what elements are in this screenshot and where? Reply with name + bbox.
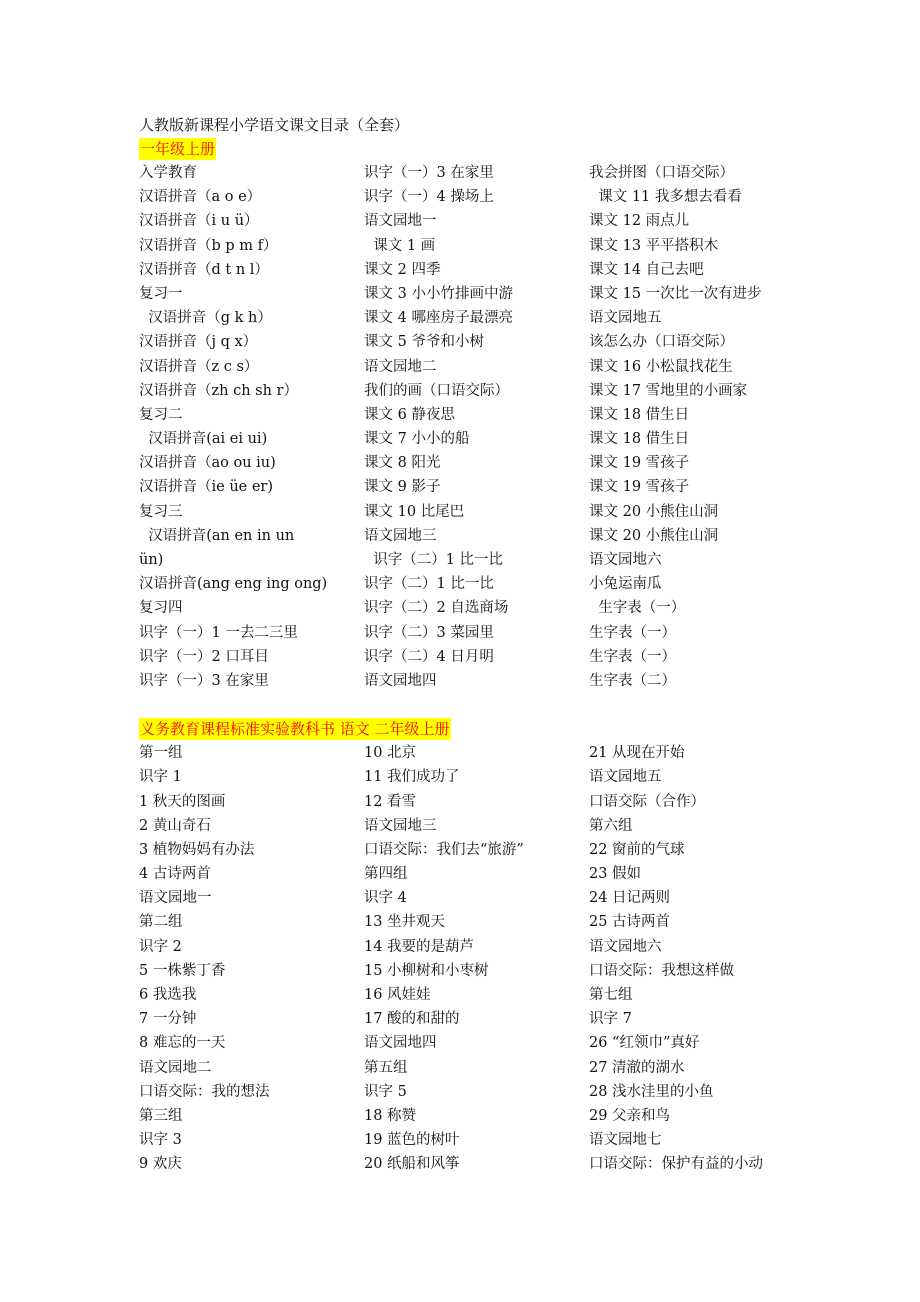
toc-item: 语文园地五 — [589, 769, 662, 786]
toc-item: 10 北京 — [364, 745, 417, 762]
section-gap — [139, 693, 839, 717]
toc-item: 23 假如 — [589, 866, 642, 883]
toc-item: 第六组 — [589, 817, 633, 834]
toc-item: 语文园地一 — [139, 890, 212, 907]
toc-item: 课文 16 小松鼠找花生 — [589, 358, 733, 375]
toc-item: 6 我选我 — [139, 987, 197, 1003]
toc-item: 复习二 — [139, 406, 183, 423]
toc-item: 15 小柳树和小枣树 — [364, 962, 489, 979]
toc-item: 识字 3 — [139, 1132, 182, 1149]
toc-item: 口语交际：我的想法 — [139, 1083, 270, 1100]
toc-columns — [139, 741, 839, 1176]
toc-item: 识字（二）2 自选商场 — [364, 600, 509, 617]
toc-column-2 — [364, 741, 589, 1176]
toc-item: ün) — [139, 552, 164, 568]
toc-item: 第七组 — [589, 987, 633, 1003]
toc-item: 我会拼图（口语交际） — [589, 165, 734, 181]
toc-item: 口语交际：我想这样做 — [589, 962, 734, 979]
section-heading: 义务教育课程标准实验教科书 语文 二年级上册 — [140, 720, 450, 739]
toc-item: 汉语拼音（j q x） — [139, 334, 258, 351]
toc-item: 18 称赞 — [364, 1107, 417, 1124]
toc-item: 口语交际（合作） — [589, 793, 705, 810]
toc-item: 语文园地六 — [589, 552, 662, 568]
toc-item: 识字 5 — [364, 1083, 407, 1100]
toc-item: 27 清澈的湖水 — [589, 1059, 685, 1076]
toc-item: 识字（一）4 操场上 — [364, 189, 494, 206]
toc-item: 3 植物妈妈有办法 — [139, 841, 255, 858]
toc-item: 课文 19 雪孩子 — [589, 479, 690, 496]
toc-item: 课文 11 我多想去看看 — [589, 189, 742, 206]
toc-item: 11 我们成功了 — [364, 769, 460, 786]
toc-item: 识字（一）2 口耳目 — [139, 648, 269, 665]
toc-item: 汉语拼音（z c s） — [139, 358, 259, 375]
toc-item: 汉语拼音（b p m f） — [139, 237, 278, 254]
toc-item: 识字（二）1 比一比 — [364, 576, 494, 593]
toc-item: 13 坐井观天 — [364, 914, 446, 931]
toc-item: 语文园地五 — [589, 310, 662, 327]
toc-item: 复习三 — [139, 503, 183, 520]
toc-item: 复习一 — [139, 285, 183, 302]
document-title: 人教版新课程小学语文课文目录（全套） — [139, 116, 410, 134]
toc-item: 25 古诗两首 — [589, 914, 671, 931]
toc-item: 7 一分钟 — [139, 1011, 197, 1028]
toc-item: 5 一株紫丁香 — [139, 962, 226, 979]
toc-item: 生字表（二） — [589, 672, 676, 689]
toc-item: 汉语拼音（a o e） — [139, 189, 262, 206]
toc-item: 语文园地四 — [364, 672, 437, 689]
toc-item: 课文 8 阳光 — [364, 455, 441, 472]
toc-item: 第二组 — [139, 914, 183, 931]
toc-item: 复习四 — [139, 600, 183, 617]
toc-item: 语文园地四 — [364, 1035, 437, 1052]
toc-item: 识字（一）1 一去二三里 — [139, 624, 298, 641]
toc-item: 26 “红领巾”真好 — [589, 1035, 700, 1052]
document-page — [139, 113, 839, 1177]
toc-item: 第五组 — [364, 1059, 408, 1076]
toc-item: 课文 13 平平搭积木 — [589, 237, 719, 254]
toc-item: 语文园地七 — [589, 1132, 662, 1149]
toc-item: 识字 7 — [589, 1011, 632, 1028]
toc-item: 生字表（一） — [589, 648, 676, 665]
toc-item: 汉语拼音（zh ch sh r） — [139, 382, 298, 399]
toc-item: 语文园地三 — [364, 527, 437, 544]
toc-item: 汉语拼音(ang eng ing ong) — [139, 576, 328, 593]
toc-item: 24 日记两则 — [589, 890, 671, 907]
toc-item: 语文园地一 — [364, 213, 437, 230]
toc-item: 17 酸的和甜的 — [364, 1011, 460, 1028]
toc-item: 识字（一）3 在家里 — [364, 165, 494, 181]
toc-item: 小兔运南瓜 — [589, 576, 662, 593]
toc-item: 课文 9 影子 — [364, 479, 441, 496]
toc-item: 我们的画（口语交际） — [364, 382, 509, 399]
sections — [139, 137, 839, 1177]
toc-item: 识字 2 — [139, 938, 182, 955]
toc-item: 课文 19 雪孩子 — [589, 455, 690, 472]
toc-item: 课文 6 静夜思 — [364, 406, 455, 423]
toc-item: 16 风娃娃 — [364, 987, 431, 1003]
toc-item: 生字表（一） — [589, 600, 686, 617]
toc-item: 12 看雪 — [364, 793, 417, 810]
toc-item: 29 父亲和鸟 — [589, 1107, 671, 1124]
toc-item: 入学教育 — [139, 165, 197, 181]
section-heading: 一年级上册 — [140, 140, 216, 158]
toc-item: 第四组 — [364, 866, 408, 883]
toc-column-3 — [589, 161, 829, 693]
toc-item: 口语交际：我们去“旅游” — [364, 841, 524, 858]
section-heading-row — [139, 137, 839, 161]
toc-item: 课文 18 借生日 — [589, 431, 690, 448]
toc-item: 汉语拼音（i u ü） — [139, 213, 259, 230]
section-heading-row — [139, 717, 839, 741]
toc-item: 第三组 — [139, 1107, 183, 1124]
toc-item: 19 蓝色的树叶 — [364, 1132, 460, 1149]
toc-item: 21 从现在开始 — [589, 745, 685, 762]
toc-item: 课文 7 小小的船 — [364, 431, 470, 448]
toc-item: 识字（二）4 日月明 — [364, 648, 494, 665]
toc-item: 识字（二）3 菜园里 — [364, 624, 494, 641]
toc-item: 生字表（一） — [589, 624, 676, 641]
toc-item: 9 欢庆 — [139, 1156, 182, 1173]
toc-item: 课文 5 爷爷和小树 — [364, 334, 484, 351]
toc-item: 汉语拼音(ai ei ui) — [139, 431, 268, 448]
toc-columns — [139, 161, 839, 693]
toc-column-1 — [139, 741, 364, 1176]
toc-item: 课文 3 小小竹排画中游 — [364, 285, 513, 302]
toc-item: 课文 1 画 — [364, 237, 436, 254]
toc-item: 课文 10 比尾巴 — [364, 503, 465, 520]
toc-item: 课文 17 雪地里的小画家 — [589, 382, 748, 399]
toc-item: 课文 2 四季 — [364, 261, 441, 278]
toc-item: 语文园地三 — [364, 817, 437, 834]
toc-item: 4 古诗两首 — [139, 866, 211, 883]
toc-item: 汉语拼音（ao ou iu) — [139, 455, 276, 472]
toc-item: 汉语拼音（ie üe er) — [139, 479, 274, 496]
toc-item: 14 我要的是葫芦 — [364, 938, 475, 955]
toc-column-2 — [364, 161, 589, 693]
toc-column-1 — [139, 161, 364, 693]
toc-item: 20 纸船和风筝 — [364, 1156, 460, 1173]
toc-item: 28 浅水洼里的小鱼 — [589, 1083, 714, 1100]
toc-item: 课文 4 哪座房子最漂亮 — [364, 310, 513, 327]
toc-column-3 — [589, 741, 829, 1176]
toc-item: 识字（一）3 在家里 — [139, 672, 269, 689]
toc-item: 22 窗前的气球 — [589, 841, 685, 858]
toc-item: 口语交际：保护有益的小动 — [589, 1156, 763, 1173]
toc-item: 1 秋天的图画 — [139, 793, 226, 810]
toc-item: 汉语拼音（g k h） — [139, 310, 272, 327]
toc-item: 识字 4 — [364, 890, 407, 907]
toc-item: 2 黄山奇石 — [139, 817, 211, 834]
toc-item: 8 难忘的一天 — [139, 1035, 226, 1052]
toc-item: 汉语拼音（d t n l） — [139, 261, 269, 278]
toc-item: 课文 14 自己去吧 — [589, 261, 704, 278]
toc-item: 课文 15 一次比一次有进步 — [589, 285, 762, 302]
toc-item: 课文 18 借生日 — [589, 406, 690, 423]
toc-item: 识字（二）1 比一比 — [364, 552, 504, 568]
toc-item: 语文园地六 — [589, 938, 662, 955]
toc-item: 语文园地二 — [139, 1059, 212, 1076]
toc-item: 课文 20 小熊住山洞 — [589, 503, 719, 520]
toc-item: 课文 20 小熊住山洞 — [589, 527, 719, 544]
toc-item: 第一组 — [139, 745, 183, 762]
toc-item: 该怎么办（口语交际） — [589, 334, 734, 351]
toc-item: 语文园地二 — [364, 358, 437, 375]
toc-item: 汉语拼音(an en in un — [139, 527, 295, 544]
toc-item: 识字 1 — [139, 769, 182, 786]
toc-item: 课文 12 雨点儿 — [589, 213, 690, 230]
